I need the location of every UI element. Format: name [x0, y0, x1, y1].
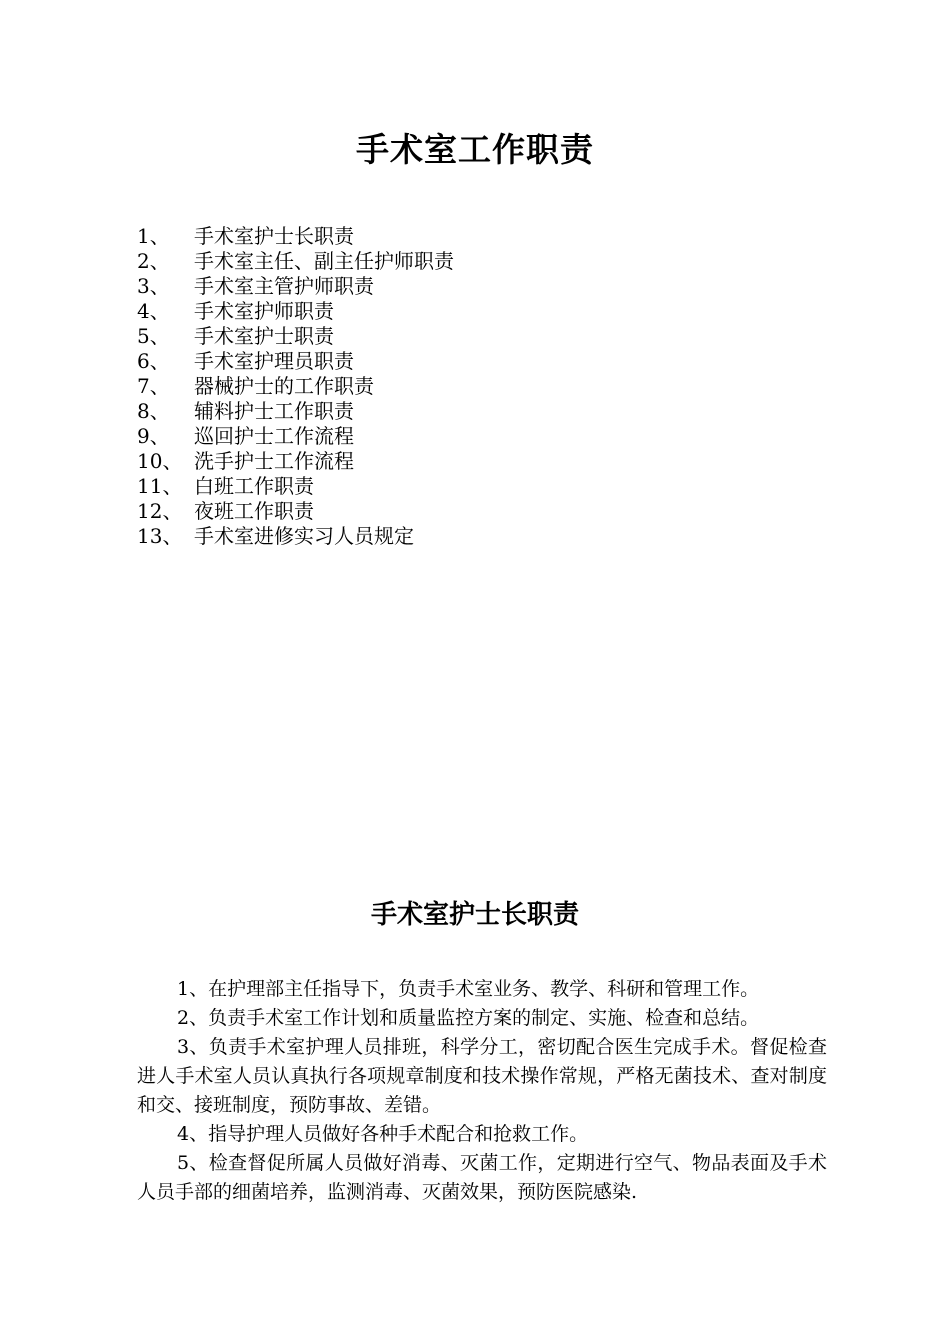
toc-item-number: 1、 [137, 224, 170, 248]
duty-paragraph: 4、指导护理人员做好各种手术配合和抢救工作。 [177, 1123, 589, 1145]
toc-item-label: 白班工作职责 [194, 474, 314, 498]
duty-paragraph: 3、负责手术室护理人员排班，科学分工，密切配合医生完成手术。督促检查进人手术室人员认真执行各项规章制度和技术操作常规，严格无菌技术、查对制度和交、接班制度，预防事故、差错。 [137, 1036, 827, 1116]
toc-item [137, 424, 454, 449]
duty-paragraph: 5、检查督促所属人员做好消毒、灭菌工作，定期进行空气、物品表面及手术人员手部的细菌培养，监测消毒、灭菌效果，预防医院感染. [137, 1152, 827, 1203]
table-of-contents [137, 224, 454, 549]
page-title: 手术室工作职责 [356, 130, 594, 169]
toc-item-number: 6、 [137, 349, 170, 373]
section-body [137, 975, 827, 1207]
toc-item-label: 巡回护士工作流程 [194, 424, 354, 448]
toc-item-label: 手术室进修实习人员规定 [194, 524, 414, 548]
toc-item-label: 手术室护士职责 [194, 324, 334, 348]
toc-item [137, 324, 454, 349]
toc-item-label: 手术室护理员职责 [194, 349, 354, 373]
toc-item [137, 399, 454, 424]
toc-item [137, 499, 454, 524]
toc-item-label: 手术室主管护师职责 [194, 274, 374, 298]
toc-item-label: 手术室主任、副主任护师职责 [194, 249, 454, 273]
toc-item-number: 9、 [137, 424, 170, 448]
duty-paragraph: 1、在护理部主任指导下，负责手术室业务、教学、科研和管理工作。 [177, 978, 760, 1000]
toc-item [137, 524, 454, 549]
toc-item-label: 洗手护士工作流程 [194, 449, 354, 473]
section-title: 手术室护士长职责 [370, 900, 579, 930]
toc-item-label: 器械护士的工作职责 [194, 374, 374, 398]
toc-item-number: 2、 [137, 249, 170, 273]
toc-item-number: 13、 [137, 524, 183, 548]
toc-item [137, 349, 454, 374]
toc-item [137, 224, 454, 249]
toc-item [137, 374, 454, 399]
toc-item-number: 7、 [137, 374, 170, 398]
duty-paragraph: 2、负责手术室工作计划和质量监控方案的制定、实施、检查和总结。 [177, 1007, 760, 1029]
toc-item-number: 5、 [137, 324, 170, 348]
toc-item-number: 10、 [137, 449, 183, 473]
toc-item-number: 8、 [137, 399, 170, 423]
toc-item-label: 手术室护师职责 [194, 299, 334, 323]
toc-item [137, 474, 454, 499]
toc-item [137, 274, 454, 299]
toc-item-number: 3、 [137, 274, 170, 298]
toc-item [137, 449, 454, 474]
toc-item-number: 11、 [137, 474, 183, 498]
toc-item [137, 299, 454, 324]
toc-item-number: 4、 [137, 299, 170, 323]
toc-item-label: 夜班工作职责 [194, 499, 314, 523]
toc-item-label: 手术室护士长职责 [194, 224, 354, 248]
toc-item-label: 辅料护士工作职责 [194, 399, 354, 423]
toc-item-number: 12、 [137, 499, 183, 523]
toc-item [137, 249, 454, 274]
